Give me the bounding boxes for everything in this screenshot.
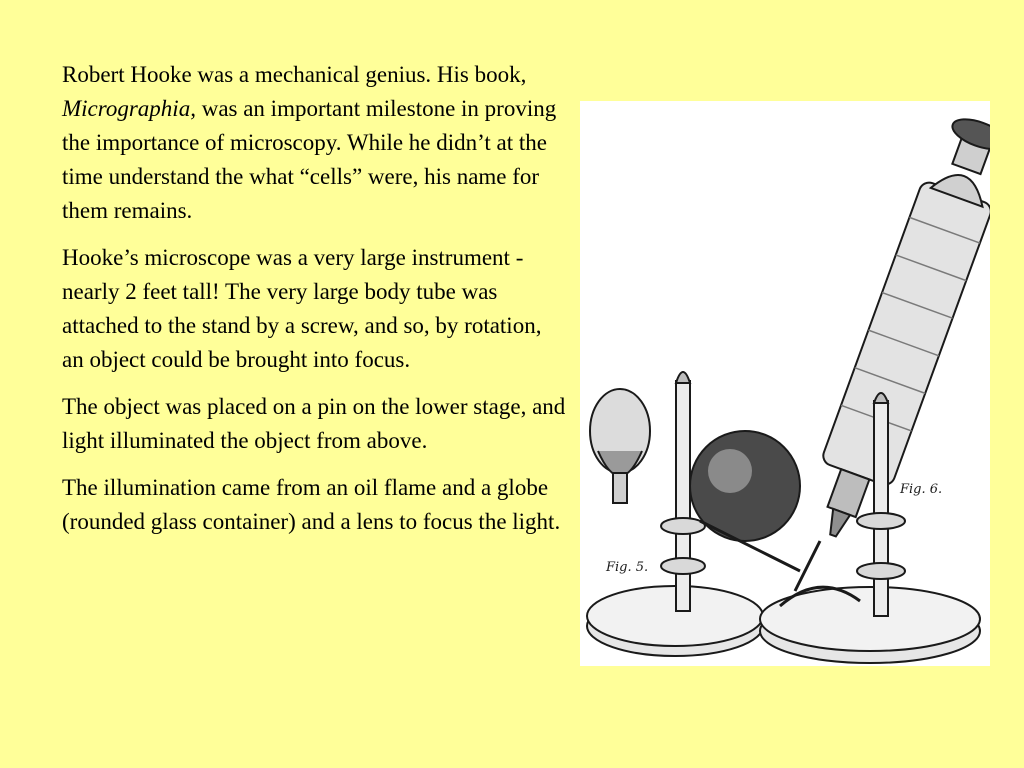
object-pin [795,541,820,591]
stand-pillar [874,401,888,616]
stand-clamp [857,513,905,529]
flask-neck [613,473,627,503]
paragraph-1 [62,58,567,228]
paragraph-4: The illumination came from an oil flame and a globe (rounded glass container) and a lens to focus the light. [62,475,561,534]
book-title: Micrographia, [62,96,196,121]
paragraph-3: The object was placed on a pin on the lower stage, and light illuminated the object from above. [62,394,566,453]
lamp-clamp-lower [661,558,705,574]
figure-caption-right: Fig. 6. [900,482,943,497]
microscope-illustration [580,101,990,666]
paragraph-2: Hooke’s microscope was a very large instrument - nearly 2 feet tall! The very large body tube was attached to the stand by a screw, and so, by rotation, an object could be brought into focus. [62,245,542,372]
hooke-microscope-engraving [580,101,990,666]
paragraph-1-lead: Robert Hooke was a mechanical genius. His book, [62,62,527,87]
figure-caption-left: Fig. 5. [606,560,649,575]
stand-clamp-lower [857,563,905,579]
lamp-pillar-cap [676,372,690,383]
body-tube [821,180,990,488]
objective-tip [825,509,850,539]
lamp-clamp [661,518,705,534]
lamp-pillar [676,381,690,611]
paragraph-1-rest: was an important milestone in proving the importance of microscopy. While he didn’t at the time understand the what “cells” were, his name for them remains. [62,96,557,223]
globe-highlight [708,449,752,493]
slide-text [62,58,567,552]
